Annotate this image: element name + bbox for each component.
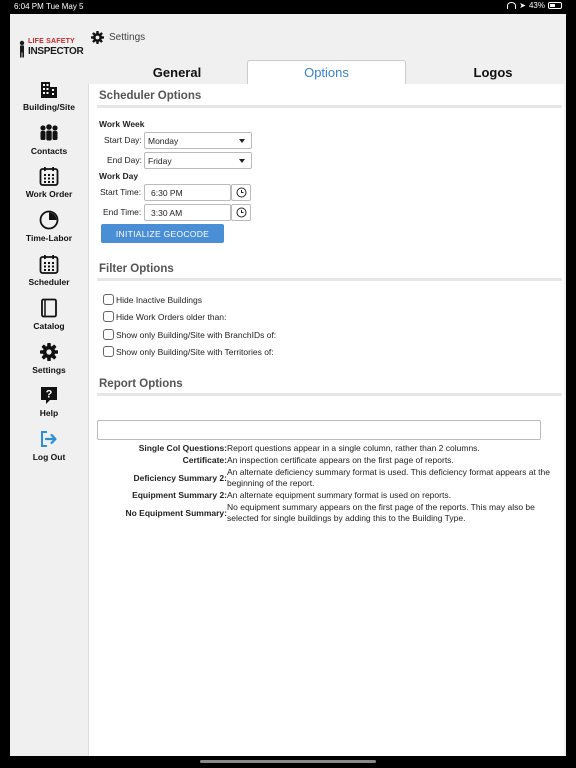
tab-bar	[88, 60, 566, 84]
clock-pie-icon	[38, 209, 60, 231]
scheduler-section-title: Scheduler Options	[99, 90, 202, 102]
report-desc: An alternate deficiency summary format is used. This deficiency format appears at the beginning of the report.	[227, 467, 550, 488]
section-divider	[97, 278, 562, 281]
logo-line2: INSPECTOR	[28, 46, 84, 57]
tab-options[interactable]: Options	[247, 60, 406, 84]
start-time-field[interactable]	[144, 184, 231, 201]
sidebar-item-settings[interactable]	[10, 341, 88, 381]
checkbox-label: Hide Work Orders older than:	[116, 311, 227, 322]
hide-work-orders-checkbox[interactable]	[103, 311, 226, 322]
sidebar-item-label: Contacts	[30, 146, 68, 156]
end-time-picker-button[interactable]	[231, 204, 251, 221]
section-divider	[97, 105, 562, 108]
checkbox-label: Show only Building/Site with Territories of:	[116, 346, 274, 357]
sidebar-item-scheduler[interactable]	[10, 253, 88, 293]
filter-section-title: Filter Options	[99, 263, 174, 275]
initialize-geocode-button[interactable]: INITIALIZE GEOCODE	[101, 224, 224, 243]
app-window	[10, 14, 566, 756]
work-week-heading: Work Week	[99, 119, 145, 129]
report-section-title: Report Options	[99, 378, 183, 390]
start-time-picker-button[interactable]	[231, 184, 251, 201]
status-bar	[0, 0, 576, 14]
hide-inactive-buildings-checkbox[interactable]	[103, 294, 202, 305]
end-time-value: 3:30 AM	[151, 207, 183, 218]
report-options-input[interactable]	[97, 420, 541, 440]
calendar-icon	[38, 253, 60, 275]
sidebar-item-catalog[interactable]	[10, 297, 88, 337]
tab-logos[interactable]: Logos	[473, 64, 513, 80]
help-icon	[38, 384, 60, 406]
report-key: Equipment Summary 2:	[132, 490, 227, 500]
report-desc: An alternate equipment summary format is used on reports.	[227, 490, 451, 500]
report-key: No Equipment Summary:	[125, 508, 227, 518]
start-day-select[interactable]	[144, 132, 252, 149]
clock-icon	[236, 187, 247, 198]
book-icon	[38, 297, 60, 319]
logo-line1: LIFE SAFETY	[28, 38, 75, 45]
sidebar-item-work-order[interactable]	[10, 165, 88, 205]
location-icon: ➤	[519, 1, 526, 10]
tab-general[interactable]: General	[152, 64, 202, 80]
status-time: 6:04 PM	[14, 2, 44, 11]
sidebar-item-logout[interactable]	[10, 428, 88, 468]
contacts-icon	[38, 122, 60, 144]
checkbox-label: Hide Inactive Buildings	[116, 294, 202, 305]
end-day-value: Friday	[148, 155, 172, 166]
end-time-field[interactable]	[144, 204, 231, 221]
report-desc: Report questions appear in a single column, rather than 2 columns.	[227, 443, 480, 453]
work-day-heading: Work Day	[99, 171, 139, 181]
start-day-value: Monday	[148, 135, 179, 146]
status-right	[507, 1, 562, 10]
end-time-label: End Time:	[103, 207, 142, 217]
status-date: Tue May 5	[46, 2, 84, 11]
sidebar-item-help[interactable]	[10, 384, 88, 424]
sidebar-item-label: Catalog	[33, 321, 65, 331]
section-divider	[97, 393, 562, 396]
chevron-down-icon	[239, 159, 245, 163]
checkbox-label: Show only Building/Site with BranchIDs of:	[116, 329, 277, 340]
sidebar-item-label: Work Order	[25, 189, 73, 199]
territories-checkbox[interactable]	[103, 346, 274, 357]
start-time-value: 6:30 PM	[151, 187, 183, 198]
report-desc: No equipment summary appears on the first page of the reports. This may also be selected for single buildings by adding this to the Building Type.	[227, 502, 535, 523]
branch-ids-checkbox[interactable]	[103, 329, 276, 340]
report-desc: An inspection certificate appears on the first page of reports.	[227, 455, 454, 465]
gear-icon	[90, 30, 105, 45]
sidebar-item-label: Settings	[32, 365, 66, 375]
battery-icon	[548, 2, 562, 9]
checkbox-box	[103, 346, 114, 357]
end-day-label: End Day:	[107, 155, 142, 165]
chevron-down-icon	[239, 139, 245, 143]
wifi-icon	[507, 2, 516, 9]
logo	[16, 38, 86, 60]
sidebar	[10, 14, 88, 756]
svg-text:?: ?	[45, 388, 53, 401]
page-header	[88, 14, 566, 56]
start-time-label: Start Time:	[100, 187, 142, 197]
page-title: Settings	[109, 32, 146, 43]
gear-icon	[38, 341, 60, 363]
clock-icon	[236, 207, 247, 218]
end-day-select[interactable]	[144, 152, 252, 169]
report-key: Certificate:	[182, 455, 227, 465]
battery-percent: 43%	[528, 1, 545, 10]
sidebar-item-time-labor[interactable]	[10, 209, 88, 249]
sidebar-item-building-site[interactable]	[10, 78, 88, 118]
checkbox-box	[103, 329, 114, 340]
checkbox-box	[103, 294, 114, 305]
sidebar-item-label: Time-Labor	[25, 233, 73, 243]
checkbox-box	[103, 311, 114, 322]
firefighter-figure-icon	[18, 40, 26, 58]
sidebar-item-contacts[interactable]	[10, 122, 88, 162]
options-panel	[88, 84, 564, 756]
building-icon	[38, 78, 60, 100]
start-day-label: Start Day:	[104, 135, 142, 145]
report-key: Single Col Questions:	[138, 443, 227, 453]
sidebar-item-label: Log Out	[32, 452, 66, 462]
sidebar-item-label: Scheduler	[28, 277, 70, 287]
sidebar-item-label: Help	[39, 408, 59, 418]
home-indicator[interactable]	[200, 760, 376, 763]
logout-icon	[38, 428, 60, 450]
report-key: Deficiency Summary 2:	[133, 473, 227, 483]
calendar-icon	[38, 165, 60, 187]
sidebar-item-label: Building/Site	[23, 102, 75, 112]
